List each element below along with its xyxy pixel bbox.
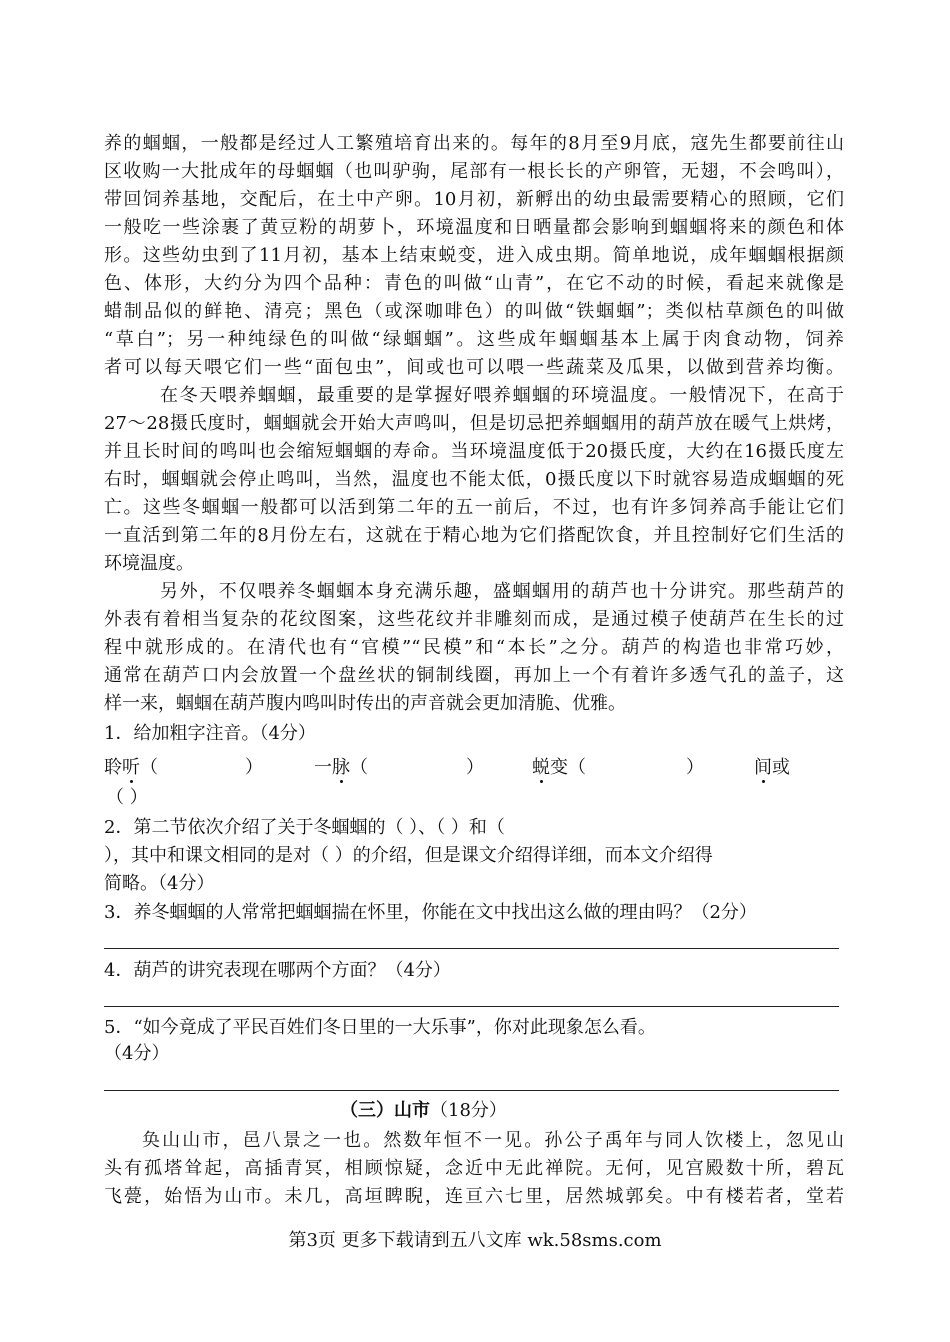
passage-line: 者可以每天喂它们一些“面包虫”，间或也可以喂一些蔬菜及瓜果，以做到营养均衡。 (104, 357, 844, 378)
question-5-line: 5．“如今竟成了平民百姓们冬日里的一大乐事”，你对此现象怎么看。 (104, 1017, 656, 1038)
passage-line: 程中就形成的。在清代也有“官模”“民模”和“本长”之分。葫芦的构造也非常巧妙， (104, 637, 844, 658)
question-5-line: （4分） (104, 1043, 170, 1064)
passage-line: 并且长时间的鸣叫也会缩短蝈蝈的寿命。当环境温度低于20摄氏度，大约在16摄氏度左 (104, 441, 844, 462)
q1-item-3: 蜕变（ (532, 757, 586, 778)
question-2-line: 2．第二节依次介绍了关于冬蝈蝈的（ ）、（ ）和（ (104, 817, 505, 838)
section-title: （三）山市（18分） (340, 1100, 507, 1121)
q1-item-2: 一脉（ (314, 757, 368, 778)
question-3: 3．养冬蝈蝈的人常常把蝈蝈揣在怀里，你能在文中找出这么做的理由吗？（2分） (104, 902, 757, 923)
passage-line: 27～28摄氏度时，蝈蝈就会开始大声鸣叫，但是切忌把养蝈蝈用的葫芦放在暖气上烘烤， (104, 413, 844, 434)
emphasis-char: 脉 (332, 757, 350, 778)
page-footer: 第3页 更多下载请到五八文库 wk.58sms.com (288, 1230, 662, 1251)
passage-line: “草白”；另一种纯绿色的叫做“绿蝈蝈”。这些成年蝈蝈基本上属于肉食动物，饲养 (104, 329, 844, 350)
passage-line: 通常在葫芦口内会放置一个盘丝状的铜制线圈，再加上一个有着许多透气孔的盖子，这 (104, 665, 844, 686)
question-4: 4．葫芦的讲究表现在哪两个方面？（4分） (104, 960, 451, 981)
passage-line: 色、体形，大约分为四个品种：青色的叫做“山青”，在它不动的时候，看起来就像是 (104, 273, 844, 294)
classical-line: 头有孤塔耸起，高插青冥，相顾惊疑，念近中无此禅院。无何，见宫殿数十所，碧瓦 (104, 1158, 844, 1179)
passage-line: 一直活到第二年的8月份左右，这就在于精心地为它们搭配饮食，并且控制好它们生活的 (104, 525, 844, 546)
question-2-line: ），其中和课文相同的是对（ ）的介绍，但是课文介绍得详细，而本文介绍得 (104, 845, 713, 866)
emphasis-char: 听 (122, 757, 140, 778)
q1-wrap-blank: （ ） (106, 787, 148, 808)
passage-line: 样一来，蝈蝈在葫芦腹内鸣叫时传出的声音就会更加清脆、优雅。 (104, 693, 626, 714)
classical-line: 奂山山市，邑八景之一也。然数年恒不一见。孙公子禹年与同人饮楼上，忽见山 (142, 1130, 844, 1151)
passage-line: 外表有着相当复杂的花纹图案，这些花纹并非雕刻而成，是通过模子使葫芦在生长的过 (104, 609, 844, 630)
answer-line (104, 948, 839, 949)
classical-line: 飞甍，始悟为山市。未几，高垣睥睨，连亘六七里，居然城郭矣。中有楼若者，堂若 (104, 1186, 844, 1207)
q1-item-2-close: ） (466, 757, 484, 778)
passage-line: 带回饲养基地，交配后，在土中产卵。10月初，新孵出的幼虫最需要精心的照顾，它们 (104, 189, 844, 210)
answer-line (104, 1006, 839, 1007)
passage-line: 形。这些幼虫到了11月初，基本上结束蜕变，进入成虫期。简单地说，成年蝈蝈根据颜 (104, 245, 844, 266)
emphasis-char: 蜕 (532, 757, 550, 778)
passage-line: 环境温度。 (104, 553, 194, 574)
passage-line: 养的蝈蝈，一般都是经过人工繁殖培育出来的。每年的8月至9月底，寇先生都要前往山 (104, 133, 844, 154)
passage-line: 一般吃一些涂裹了黄豆粉的胡萝卜，环境温度和日晒量都会影响到蝈蝈将来的颜色和体 (104, 217, 844, 238)
answer-line (104, 1090, 839, 1091)
question-2-line: 简略。（4分） (104, 873, 215, 894)
passage-line: 在冬天喂养蝈蝈，最重要的是掌握好喂养蝈蝈的环境温度。一般情况下，在高于 (160, 385, 844, 406)
q1-item-3-close: ） (686, 757, 704, 778)
passage-line: 亡。这些冬蝈蝈一般都可以活到第二年的五一前后，不过，也有许多饲养高手能让它们 (104, 497, 844, 518)
question-1-label: 1．给加粗字注音。（4分） (104, 723, 316, 744)
passage-line: 右时，蝈蝈就会停止鸣叫，当然，温度也不能太低，0摄氏度以下时就容易造成蝈蝈的死 (104, 469, 844, 490)
passage-line: 区收购一大批成年的母蝈蝈（也叫驴驹，尾部有一根长长的产卵管，无翅，不会鸣叫）， (104, 161, 844, 182)
q1-item-4: 间或 (754, 757, 790, 778)
q1-item-1-close: ） (245, 757, 263, 778)
q1-item-1: 聆听（ (104, 757, 158, 778)
passage-line: 蜡制品似的鲜艳、清亮；黑色（或深咖啡色）的叫做“铁蝈蝈”；类似枯草颜色的叫做 (104, 301, 844, 322)
emphasis-char: 间 (754, 757, 772, 778)
passage-line: 另外，不仅喂养冬蝈蝈本身充满乐趣，盛蝈蝈用的葫芦也十分讲究。那些葫芦的 (160, 581, 844, 602)
